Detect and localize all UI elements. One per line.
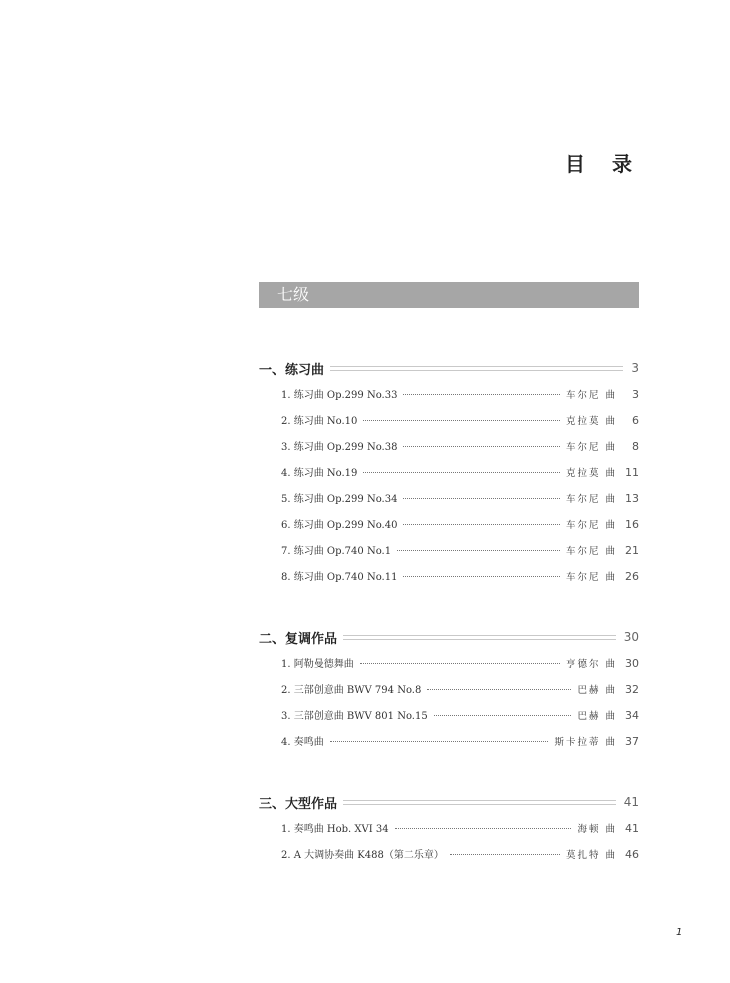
dot-leader bbox=[427, 689, 571, 690]
section-heading[interactable] bbox=[259, 628, 639, 646]
entry-page: 11 bbox=[625, 466, 639, 479]
level-label: 七级 bbox=[277, 285, 310, 304]
entry-composer: 斯卡拉蒂 曲 bbox=[554, 737, 617, 748]
section-heading[interactable] bbox=[259, 359, 639, 377]
entry-title: 2. A 大调协奏曲 K488（第二乐章） bbox=[281, 850, 444, 861]
dot-leader bbox=[403, 446, 560, 447]
dot-leader bbox=[395, 828, 572, 829]
dot-leader bbox=[403, 394, 560, 395]
entry-composer: 车尔尼 曲 bbox=[565, 572, 617, 583]
entry-title: 2. 三部创意曲 BWV 794 No.8 bbox=[281, 685, 422, 696]
toc-entry[interactable] bbox=[259, 816, 639, 842]
dot-leader bbox=[360, 663, 560, 664]
toc-entry[interactable] bbox=[259, 729, 639, 755]
entry-title: 1. 奏鸣曲 Hob. XVI 34 bbox=[281, 824, 389, 835]
entry-page: 34 bbox=[625, 709, 639, 722]
entry-composer: 海顿 曲 bbox=[577, 824, 617, 835]
entry-title: 1. 阿勒曼德舞曲 bbox=[281, 659, 354, 670]
entry-composer: 克拉莫 曲 bbox=[565, 416, 617, 427]
toc-section-polyphony bbox=[259, 628, 639, 755]
toc-section-major-works bbox=[259, 793, 639, 868]
entry-page: 41 bbox=[625, 822, 639, 835]
section-title: 三、大型作品 bbox=[259, 796, 338, 812]
toc-section-etudes bbox=[259, 359, 639, 590]
entry-page: 21 bbox=[625, 544, 639, 557]
toc-entry[interactable] bbox=[259, 382, 639, 408]
toc-entry[interactable] bbox=[259, 651, 639, 677]
entry-page: 8 bbox=[632, 440, 639, 453]
entry-composer: 莫扎特 曲 bbox=[565, 850, 617, 861]
section-rule bbox=[343, 635, 616, 640]
entry-composer: 车尔尼 曲 bbox=[565, 546, 617, 557]
entry-title: 4. 练习曲 No.19 bbox=[281, 468, 358, 479]
entry-composer: 车尔尼 曲 bbox=[565, 520, 617, 531]
entry-composer: 车尔尼 曲 bbox=[565, 390, 617, 401]
toc-entry[interactable] bbox=[259, 434, 639, 460]
entry-title: 4. 奏鸣曲 bbox=[281, 737, 324, 748]
section-page: 41 bbox=[623, 795, 639, 809]
entry-page: 13 bbox=[625, 492, 639, 505]
toc-entry[interactable] bbox=[259, 564, 639, 590]
page-number: 1 bbox=[676, 927, 683, 938]
entry-title: 6. 练习曲 Op.299 No.40 bbox=[281, 520, 398, 531]
section-title: 二、复调作品 bbox=[259, 631, 338, 647]
dot-leader bbox=[397, 550, 560, 551]
entry-title: 3. 练习曲 Op.299 No.38 bbox=[281, 442, 398, 453]
toc-entry[interactable] bbox=[259, 677, 639, 703]
section-title: 一、练习曲 bbox=[259, 362, 325, 378]
dot-leader bbox=[363, 420, 560, 421]
toc-entry[interactable] bbox=[259, 538, 639, 564]
entry-page: 16 bbox=[625, 518, 639, 531]
dot-leader bbox=[363, 472, 560, 473]
entry-title: 2. 练习曲 No.10 bbox=[281, 416, 358, 427]
entry-page: 37 bbox=[625, 735, 639, 748]
entry-title: 5. 练习曲 Op.299 No.34 bbox=[281, 494, 398, 505]
toc-entry[interactable] bbox=[259, 486, 639, 512]
page-title: 目 录 bbox=[565, 152, 642, 176]
entry-composer: 巴赫 曲 bbox=[577, 711, 617, 722]
entry-composer: 巴赫 曲 bbox=[577, 685, 617, 696]
toc-entry[interactable] bbox=[259, 408, 639, 434]
dot-leader bbox=[450, 854, 560, 855]
section-rule bbox=[343, 800, 616, 805]
dot-leader bbox=[434, 715, 572, 716]
level-banner bbox=[259, 282, 639, 308]
dot-leader bbox=[403, 524, 560, 525]
entry-composer: 车尔尼 曲 bbox=[565, 442, 617, 453]
entry-title: 7. 练习曲 Op.740 No.1 bbox=[281, 546, 392, 557]
dot-leader bbox=[330, 741, 549, 742]
entry-composer: 克拉莫 曲 bbox=[565, 468, 617, 479]
entry-page: 6 bbox=[632, 414, 639, 427]
toc-entry[interactable] bbox=[259, 842, 639, 868]
toc-entry[interactable] bbox=[259, 703, 639, 729]
section-page: 30 bbox=[623, 630, 639, 644]
entry-page: 3 bbox=[632, 388, 639, 401]
entry-page: 30 bbox=[625, 657, 639, 670]
section-heading[interactable] bbox=[259, 793, 639, 811]
entry-page: 46 bbox=[625, 848, 639, 861]
toc-entry[interactable] bbox=[259, 512, 639, 538]
entry-title: 3. 三部创意曲 BWV 801 No.15 bbox=[281, 711, 428, 722]
entry-composer: 车尔尼 曲 bbox=[565, 494, 617, 505]
entry-composer: 亨德尔 曲 bbox=[565, 659, 617, 670]
toc-entry[interactable] bbox=[259, 460, 639, 486]
entry-title: 8. 练习曲 Op.740 No.11 bbox=[281, 572, 398, 583]
entry-page: 32 bbox=[625, 683, 639, 696]
dot-leader bbox=[403, 576, 560, 577]
section-rule bbox=[330, 366, 623, 371]
entry-page: 26 bbox=[625, 570, 639, 583]
entry-title: 1. 练习曲 Op.299 No.33 bbox=[281, 390, 398, 401]
dot-leader bbox=[403, 498, 560, 499]
section-page: 3 bbox=[631, 361, 639, 375]
